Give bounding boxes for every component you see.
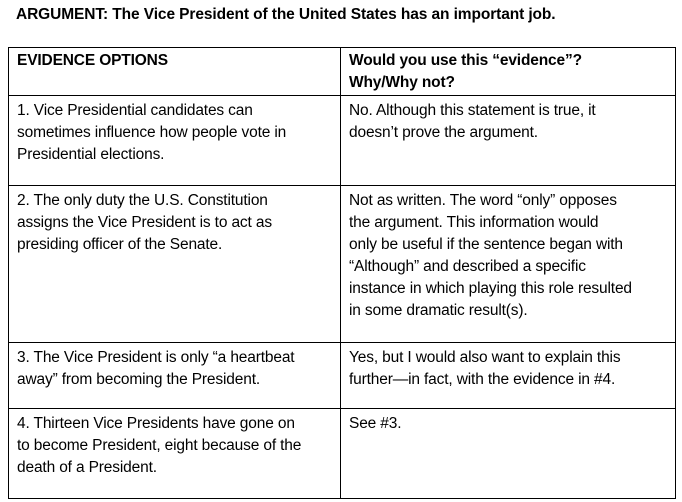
column-header-evidence-options (9, 48, 341, 96)
table-row (9, 409, 676, 499)
evidence-cell (9, 409, 341, 499)
evidence-text: 1. Vice Presidential candidates can sometimes influence how people vote in Presidential elections. (17, 102, 287, 163)
response-text: See #3. (349, 415, 402, 432)
column-header-label: EVIDENCE OPTIONS (17, 52, 168, 69)
response-cell (341, 409, 676, 499)
response-text: Not as written. The word “only” opposes the argument. This information would only be useful if the sentence began with “Although” and described a specific instance in which playing this role resulted in some dramatic result(s). (349, 192, 632, 319)
table-row (9, 343, 676, 409)
response-cell (341, 96, 676, 186)
column-header-would-you-use (341, 48, 676, 96)
table-row (9, 186, 676, 343)
table-header-row (9, 48, 676, 96)
evidence-cell (9, 96, 341, 186)
evidence-cell (9, 186, 341, 343)
table-row (9, 96, 676, 186)
evidence-table (8, 47, 676, 499)
response-cell (341, 186, 676, 343)
column-header-label: Would you use this “evidence”? Why/Why not? (349, 52, 582, 91)
evidence-text: 4. Thirteen Vice Presidents have gone on to become President, eight because of the death of a President. (17, 415, 302, 476)
evidence-text: 2. The only duty the U.S. Constitution assigns the Vice President is to act as presiding officer of the Senate. (17, 192, 272, 253)
response-text: No. Although this statement is true, it doesn’t prove the argument. (349, 102, 596, 141)
response-text: Yes, but I would also want to explain this further—in fact, with the evidence in #4. (349, 349, 621, 388)
response-cell (341, 343, 676, 409)
evidence-cell (9, 343, 341, 409)
evidence-text: 3. The Vice President is only “a heartbeat away” from becoming the President. (17, 349, 295, 388)
argument-title: ARGUMENT: The Vice President of the United States has an important job. (16, 6, 556, 23)
